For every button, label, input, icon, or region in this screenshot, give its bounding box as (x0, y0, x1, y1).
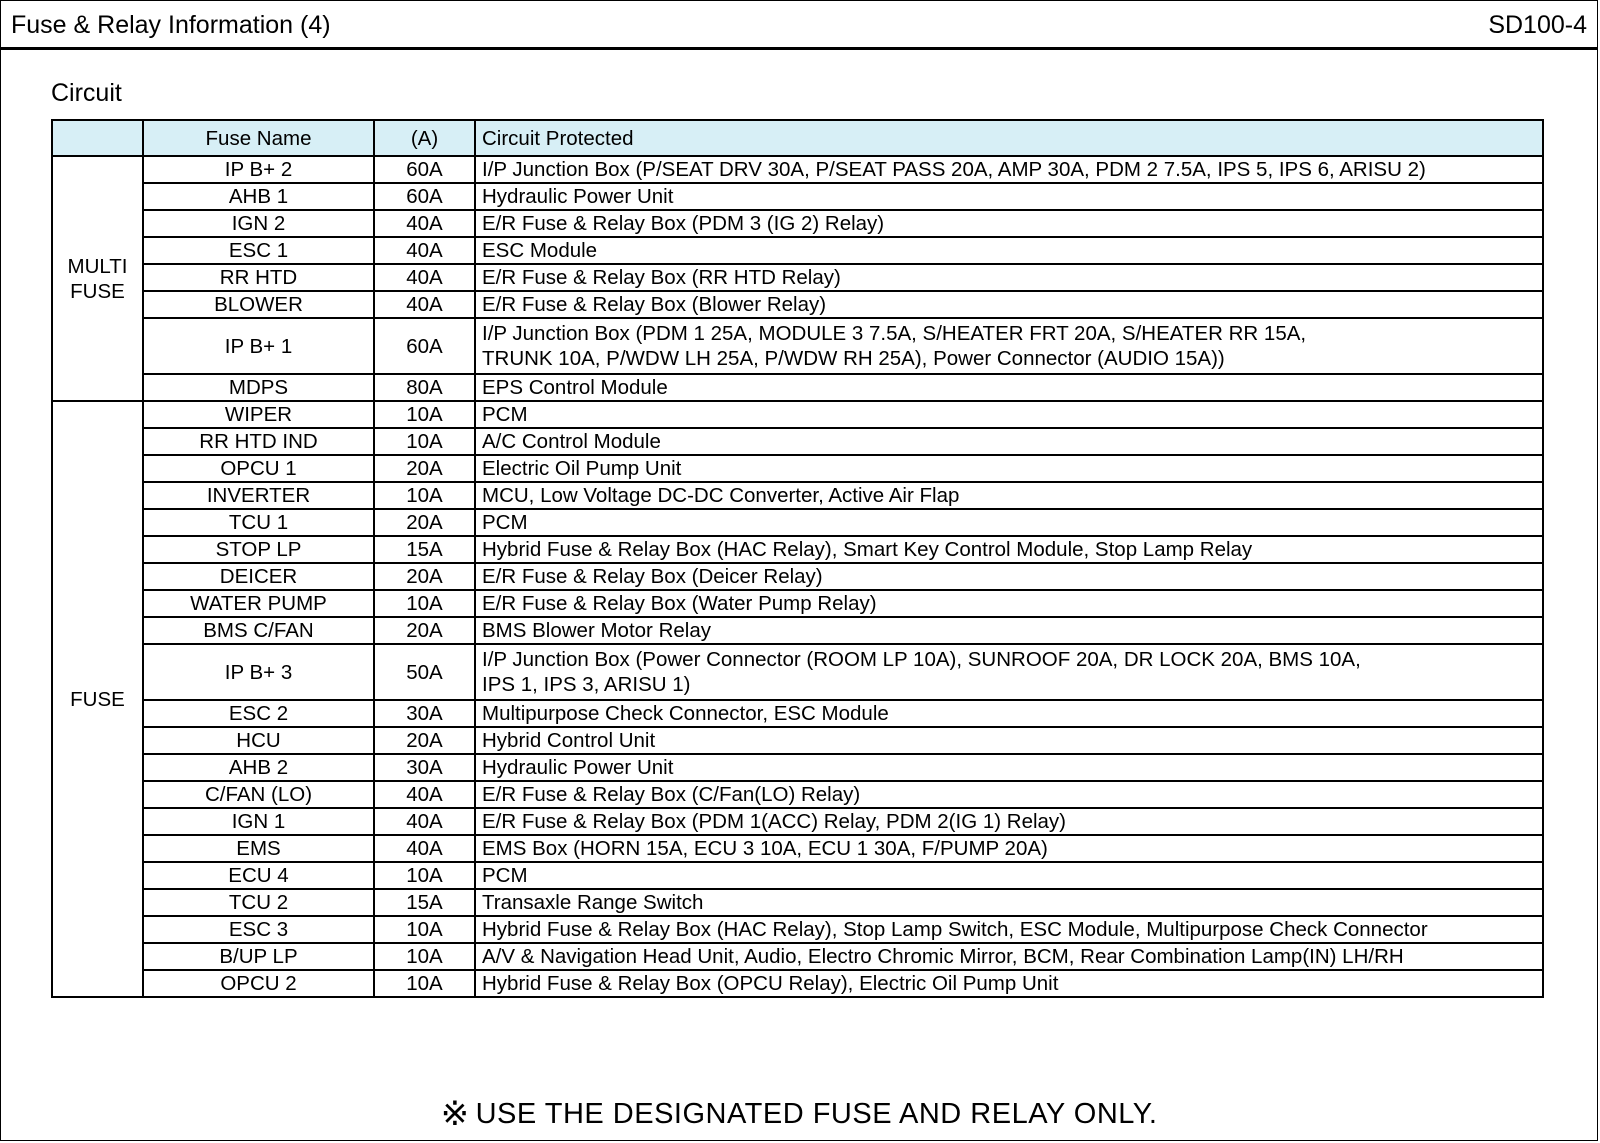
table-row (52, 536, 1543, 563)
circuit-cell (475, 862, 1543, 889)
fuse-name-cell: B/UP LP (143, 943, 374, 970)
circuit-line: Hybrid Fuse & Relay Box (HAC Relay), Smart Key Control Module, Stop Lamp Relay (482, 538, 1253, 561)
header-amp: (A) (374, 120, 475, 156)
fuse-name-cell: HCU (143, 727, 374, 754)
amp-cell: 80A (374, 374, 475, 401)
amp-cell: 10A (374, 428, 475, 455)
amp-cell: 20A (374, 617, 475, 644)
category-cell (52, 156, 143, 401)
amp-cell: 40A (374, 291, 475, 318)
fuse-name-cell: IGN 2 (143, 210, 374, 237)
circuit-line: Hydraulic Power Unit (482, 185, 674, 208)
table-row (52, 700, 1543, 727)
circuit-line: PCM (482, 403, 528, 426)
fuse-name-cell: C/FAN (LO) (143, 781, 374, 808)
circuit-line: Transaxle Range Switch (482, 891, 704, 914)
fuse-name-cell: BMS C/FAN (143, 617, 374, 644)
table-row (52, 943, 1543, 970)
section-label: Circuit (51, 79, 122, 107)
fuse-name-cell: MDPS (143, 374, 374, 401)
fuse-name-cell: IGN 1 (143, 808, 374, 835)
circuit-line: BMS Blower Motor Relay (482, 619, 711, 642)
table-row (52, 970, 1543, 997)
circuit-line: EMS Box (HORN 15A, ECU 3 10A, ECU 1 30A, F/PUMP 20A) (482, 837, 1048, 860)
fuse-name-cell: BLOWER (143, 291, 374, 318)
amp-cell: 40A (374, 264, 475, 291)
header-fuse-name: Fuse Name (143, 120, 374, 156)
amp-cell: 40A (374, 237, 475, 264)
table-row (52, 482, 1543, 509)
amp-cell: 40A (374, 808, 475, 835)
amp-cell: 20A (374, 727, 475, 754)
table-row (52, 835, 1543, 862)
table-row (52, 781, 1543, 808)
amp-cell: 20A (374, 563, 475, 590)
fuse-name-cell: RR HTD IND (143, 428, 374, 455)
fuse-name-cell: IP B+ 3 (143, 644, 374, 700)
table-row (52, 862, 1543, 889)
circuit-cell (475, 509, 1543, 536)
fuse-name-cell: OPCU 2 (143, 970, 374, 997)
circuit-cell (475, 754, 1543, 781)
circuit-cell (475, 291, 1543, 318)
circuit-cell (475, 428, 1543, 455)
amp-cell: 40A (374, 210, 475, 237)
amp-cell: 15A (374, 889, 475, 916)
circuit-cell (475, 210, 1543, 237)
fuse-table (51, 119, 1544, 998)
table-body (52, 156, 1543, 997)
fuse-name-cell: ESC 2 (143, 700, 374, 727)
circuit-line: Electric Oil Pump Unit (482, 457, 682, 480)
page-code: SD100-4 (1488, 11, 1587, 39)
circuit-cell (475, 781, 1543, 808)
amp-cell: 50A (374, 644, 475, 700)
circuit-line: Hydraulic Power Unit (482, 756, 674, 779)
circuit-line: Multipurpose Check Connector, ESC Module (482, 702, 889, 725)
circuit-line: PCM (482, 511, 528, 534)
amp-cell: 10A (374, 916, 475, 943)
table-row (52, 889, 1543, 916)
circuit-cell (475, 835, 1543, 862)
circuit-line: E/R Fuse & Relay Box (Blower Relay) (482, 293, 827, 316)
table-row (52, 401, 1543, 428)
circuit-line: E/R Fuse & Relay Box (PDM 1(ACC) Relay, PDM 2(IG 1) Relay) (482, 810, 1066, 833)
amp-cell: 10A (374, 862, 475, 889)
amp-cell: 30A (374, 700, 475, 727)
table-row (52, 617, 1543, 644)
table-row (52, 156, 1543, 183)
table-row (52, 590, 1543, 617)
circuit-cell (475, 536, 1543, 563)
circuit-line: ESC Module (482, 239, 598, 262)
fuse-name-cell: EMS (143, 835, 374, 862)
circuit-cell (475, 237, 1543, 264)
table-row (52, 916, 1543, 943)
table-row (52, 318, 1543, 374)
fuse-name-cell: OPCU 1 (143, 455, 374, 482)
amp-cell: 60A (374, 318, 475, 374)
amp-cell: 20A (374, 455, 475, 482)
category-label: FUSE (70, 279, 125, 303)
table-row (52, 264, 1543, 291)
circuit-cell (475, 374, 1543, 401)
circuit-cell (475, 264, 1543, 291)
circuit-line: A/V & Navigation Head Unit, Audio, Electro Chromic Mirror, BCM, Rear Combination Lamp(IN) LH/RH (482, 945, 1404, 968)
fuse-name-cell: AHB 1 (143, 183, 374, 210)
fuse-name-cell: ESC 3 (143, 916, 374, 943)
table-row (52, 563, 1543, 590)
circuit-line: I/P Junction Box (P/SEAT DRV 30A, P/SEAT PASS 20A, AMP 30A, PDM 2 7.5A, IPS 5, IPS 6, ARISU 2) (482, 158, 1426, 181)
circuit-cell (475, 889, 1543, 916)
amp-cell: 10A (374, 943, 475, 970)
page-title: Fuse & Relay Information (4) (11, 11, 331, 39)
header-circuit: Circuit Protected (475, 120, 1543, 156)
amp-cell: 10A (374, 401, 475, 428)
fuse-name-cell: INVERTER (143, 482, 374, 509)
table-row (52, 509, 1543, 536)
circuit-line: TRUNK 10A, P/WDW LH 25A, P/WDW RH 25A), Power Connector (AUDIO 15A)) (482, 347, 1225, 370)
circuit-line: Hybrid Fuse & Relay Box (HAC Relay), Stop Lamp Switch, ESC Module, Multipurpose Check Connector (482, 918, 1428, 941)
circuit-line: Hybrid Fuse & Relay Box (OPCU Relay), Electric Oil Pump Unit (482, 972, 1059, 995)
circuit-cell (475, 700, 1543, 727)
circuit-cell (475, 482, 1543, 509)
footer-note-text: USE THE DESIGNATED FUSE AND RELAY ONLY. (475, 1098, 1158, 1130)
circuit-cell (475, 455, 1543, 482)
fuse-name-cell: RR HTD (143, 264, 374, 291)
reference-mark-icon: ※ (440, 1095, 470, 1133)
category-label: MULTI (67, 254, 128, 278)
circuit-cell (475, 401, 1543, 428)
page-header (1, 1, 1597, 50)
fuse-name-cell: AHB 2 (143, 754, 374, 781)
circuit-cell (475, 916, 1543, 943)
table-row (52, 428, 1543, 455)
table-row (52, 644, 1543, 700)
circuit-cell (475, 156, 1543, 183)
circuit-cell (475, 644, 1543, 700)
category-label: FUSE (70, 687, 125, 711)
amp-cell: 10A (374, 482, 475, 509)
fuse-name-cell: ESC 1 (143, 237, 374, 264)
circuit-cell (475, 318, 1543, 374)
circuit-line: E/R Fuse & Relay Box (Water Pump Relay) (482, 592, 877, 615)
amp-cell: 15A (374, 536, 475, 563)
amp-cell: 60A (374, 183, 475, 210)
circuit-line: I/P Junction Box (PDM 1 25A, MODULE 3 7.5A, S/HEATER FRT 20A, S/HEATER RR 15A, (482, 322, 1307, 345)
fuse-name-cell: ECU 4 (143, 862, 374, 889)
circuit-cell (475, 943, 1543, 970)
header-category (52, 120, 143, 156)
table-row (52, 237, 1543, 264)
circuit-line: E/R Fuse & Relay Box (Deicer Relay) (482, 565, 823, 588)
fuse-name-cell: WATER PUMP (143, 590, 374, 617)
circuit-cell (475, 183, 1543, 210)
circuit-line: E/R Fuse & Relay Box (PDM 3 (IG 2) Relay) (482, 212, 885, 235)
amp-cell: 10A (374, 590, 475, 617)
table-row (52, 754, 1543, 781)
table-row (52, 291, 1543, 318)
fuse-name-cell: DEICER (143, 563, 374, 590)
footer-note (1, 1094, 1597, 1134)
circuit-cell (475, 970, 1543, 997)
circuit-line: E/R Fuse & Relay Box (C/Fan(LO) Relay) (482, 783, 861, 806)
circuit-cell (475, 727, 1543, 754)
fuse-name-cell: STOP LP (143, 536, 374, 563)
fuse-name-cell: WIPER (143, 401, 374, 428)
table-row (52, 727, 1543, 754)
circuit-line: E/R Fuse & Relay Box (RR HTD Relay) (482, 266, 841, 289)
table-row (52, 210, 1543, 237)
category-cell (52, 401, 143, 997)
fuse-name-cell: IP B+ 1 (143, 318, 374, 374)
circuit-cell (475, 617, 1543, 644)
fuse-name-cell: TCU 1 (143, 509, 374, 536)
amp-cell: 40A (374, 781, 475, 808)
amp-cell: 40A (374, 835, 475, 862)
table-row (52, 455, 1543, 482)
circuit-line: IPS 1, IPS 3, ARISU 1) (482, 673, 691, 696)
fuse-name-cell: TCU 2 (143, 889, 374, 916)
circuit-line: Hybrid Control Unit (482, 729, 656, 752)
circuit-line: MCU, Low Voltage DC-DC Converter, Active Air Flap (482, 484, 960, 507)
circuit-line: PCM (482, 864, 528, 887)
circuit-cell (475, 590, 1543, 617)
circuit-cell (475, 808, 1543, 835)
table-row (52, 183, 1543, 210)
amp-cell: 60A (374, 156, 475, 183)
table-row (52, 808, 1543, 835)
circuit-line: A/C Control Module (482, 430, 661, 453)
circuit-cell (475, 563, 1543, 590)
circuit-line: I/P Junction Box (Power Connector (ROOM LP 10A), SUNROOF 20A, DR LOCK 20A, BMS 10A, (482, 648, 1361, 671)
amp-cell: 20A (374, 509, 475, 536)
circuit-line: EPS Control Module (482, 376, 668, 399)
fuse-name-cell: IP B+ 2 (143, 156, 374, 183)
table-row (52, 374, 1543, 401)
amp-cell: 10A (374, 970, 475, 997)
table-header-row (52, 120, 1543, 156)
amp-cell: 30A (374, 754, 475, 781)
